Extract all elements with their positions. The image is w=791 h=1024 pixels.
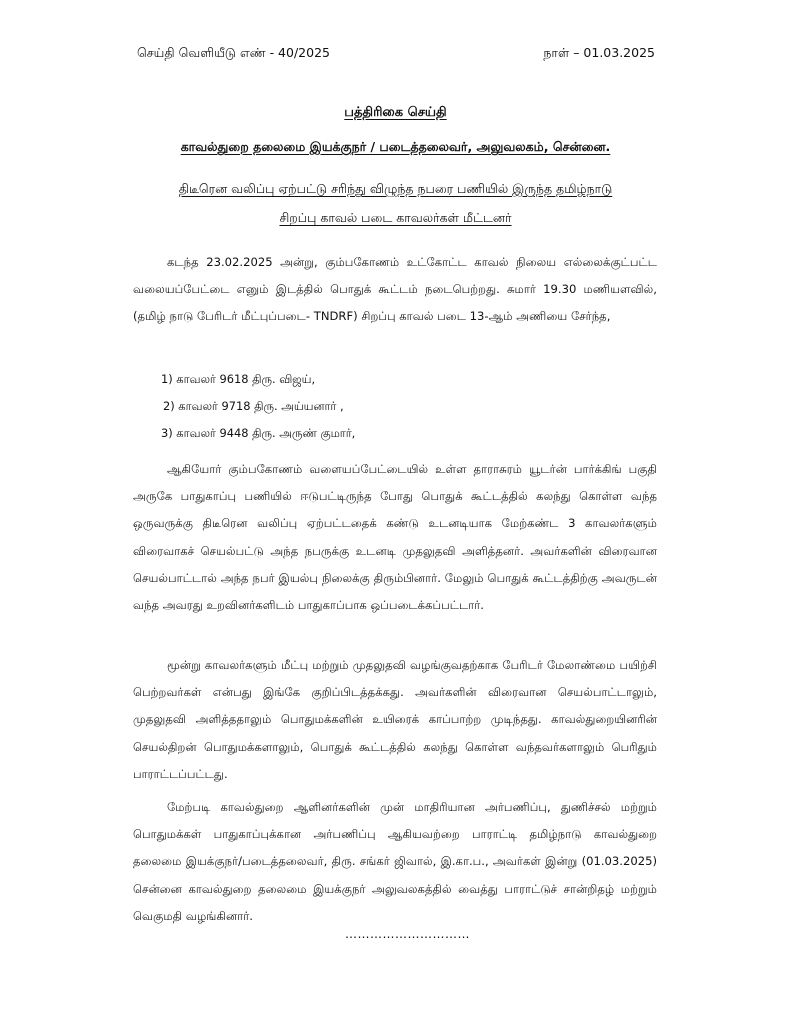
- paragraph-2: ஆகியோர் கும்பகோணம் வளையப்பேட்டையில் உள்ள தாராசுரம் யூடர்ன் பார்க்கிங் பகுதி அருகே பாதுகாப்பு பணியில் ஈடுபட்டிருந்த போது பொதுக் கூட்டத்தில் கலந்து கொள்ள வந்த ஒருவருக்கு திடீரென வலிப்பு ஏற்பட்டதைக் கண்டு உடனடியாக மேற்கண்ட 3 காவலர்களும் விரைவாகச் செயல்பட்டு அந்த நபருக்கு உடனடி முதலுதவி அளித்தனர். அவர்களின் விரைவான செயல்பாட்டால் அந்த நபர் இயல்பு நிலைக்கு திரும்பினார். மேலும் பொதுக் கூட்டத்திற்கு அவருடன் வந்த அவரது உறவினர்களிடம் பாதுகாப்பாக ஒப்படைக்கப்பட்டார்.: [133, 462, 657, 613]
- press-release-heading: பத்திரிகை செய்தி: [344, 105, 447, 120]
- officer-list: [161, 366, 355, 447]
- release-date: நாள் – 01.03.2025: [543, 45, 655, 60]
- paragraph-4: மேற்படி காவல்துறை ஆளினர்களின் முன் மாதிரியான அர்பணிப்பு, துணிச்சல் மற்றும் பொதுமக்கள் பாதுகாப்புக்கான அர்பணிப்பு ஆகியவற்றை பாராட்டி தமிழ்நாடு காவல்துறை தலைமை இயக்குநர்/படைத்தலைவர், திரு. சங்கர் ஜிவால், இ.கா.ப., அவர்கள் இன்று (01.03.2025) சென்னை காவல்துறை தலைமை இயக்குநர் அலுவலகத்தில் வைத்து பாராட்டுச் சான்றிதழ் மற்றும் வெகுமதி வழங்கினார்.: [133, 800, 657, 923]
- officer-item-2: 2) காவலர் 9718 திரு. அய்யனார் ,: [163, 399, 344, 413]
- release-number: செய்தி வெளியீடு எண் - 40/2025: [137, 45, 330, 60]
- paragraph-3: மூன்று காவலர்களும் மீட்பு மற்றும் முதலுதவி வழங்குவதற்காக பேரிடர் மேலாண்மை பயிற்சி பெற்றவர்கள் என்பது இங்கே குறிப்பிடத்தக்கது. அவர்களின் விரைவான செயல்பாட்டாலும், முதலுதவி அளித்ததாலும் பொதுமக்களின் உயிரைக் காப்பாற்ற முடிந்தது. காவல்துறையினரின் செயல்திறன் பொதுமக்களாலும், பொதுக் கூட்டத்தில் கலந்து கொள்ள வந்தவர்களாலும் பெரிதும் பாராட்டப்பட்டது.: [133, 658, 657, 781]
- paragraph-1: கடந்த 23.02.2025 அன்று, கும்பகோணம் உட்கோட்ட காவல் நிலைய எல்லைக்குட்பட்ட வலையப்பேட்டை எனும் இடத்தில் பொதுக் கூட்டம் நடைபெற்றது. சுமார் 19.30 மணியளவில், (தமிழ் நாடு பேரிடர் மீட்புப்படை- TNDRF) சிறப்பு காவல் படை 13-ஆம் அணியை சேர்ந்த,: [133, 255, 657, 324]
- officer-item-3: 3) காவலர் 9448 திரு. அருண் குமார்,: [161, 426, 356, 440]
- officer-item-1: 1) காவலர் 9618 திரு. விஜய்,: [161, 372, 316, 386]
- subject-line-1: திடீரென வலிப்பு ஏற்பட்டு சரிந்து விழுந்த நபரை பணியில் இருந்த தமிழ்நாடு: [178, 181, 613, 196]
- subject-line-2: சிறப்பு காவல் படை காவலர்கள் மீட்டனர்: [279, 210, 512, 225]
- end-marker: …………………………: [345, 927, 470, 941]
- office-heading: காவல்துறை தலைமை இயக்குநர் / படைத்தலைவர், அலுவலகம், சென்னை.: [180, 139, 611, 154]
